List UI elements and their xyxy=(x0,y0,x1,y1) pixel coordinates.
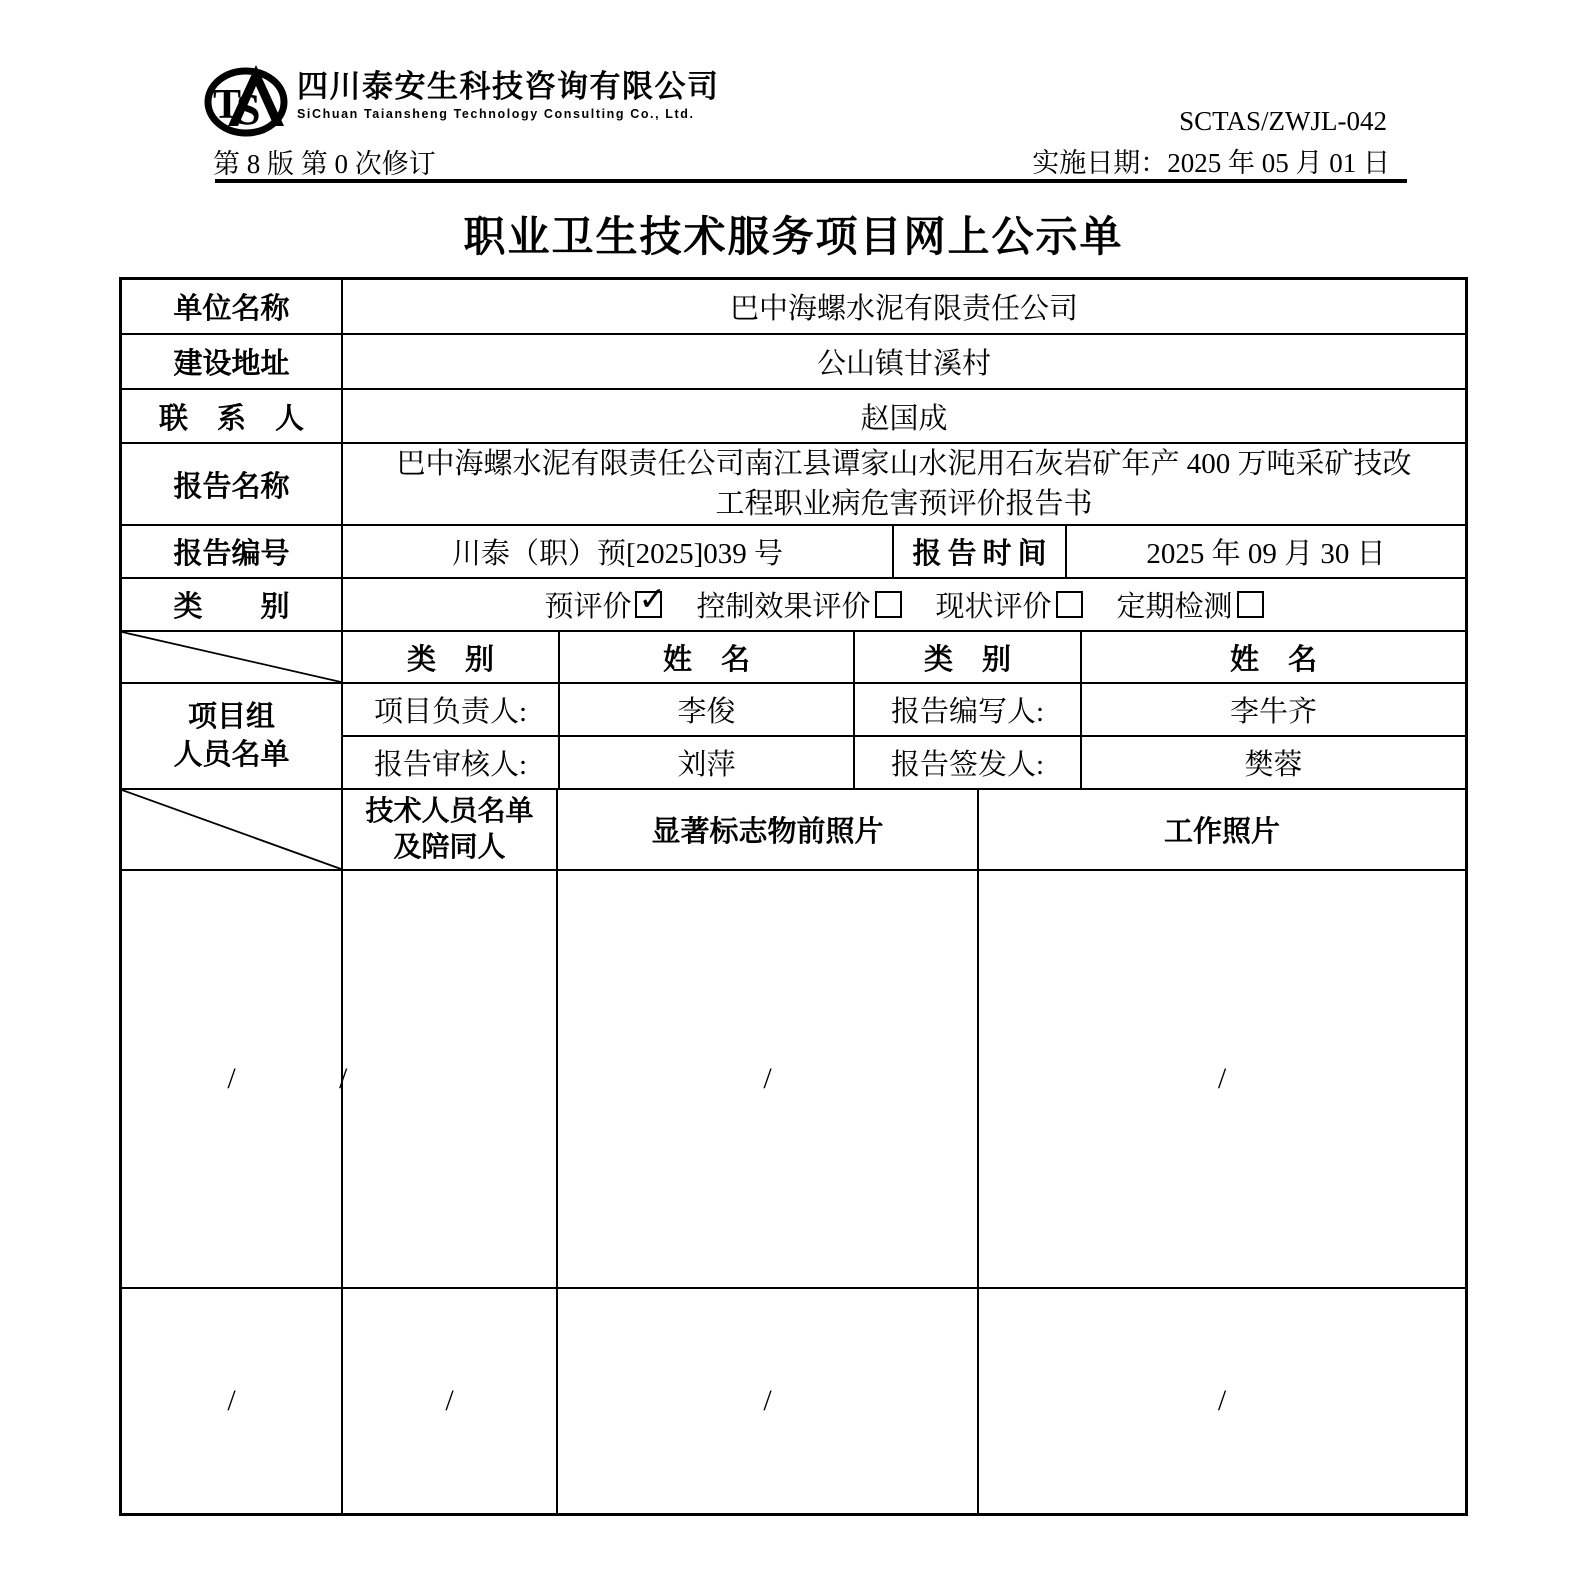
team-rows xyxy=(343,684,1465,788)
slash-placeholder: / xyxy=(1217,1062,1227,1095)
team-header-name-1: 姓 名 xyxy=(560,632,855,682)
photo-cell-empty xyxy=(979,871,1465,1287)
diagonal-line xyxy=(122,790,341,869)
table-row xyxy=(122,579,1465,632)
report-writer-name: 李牛齐 xyxy=(1229,696,1317,728)
contact-label: 联 系 人 xyxy=(122,390,343,442)
company-name-cn: 四川泰安生科技咨询有限公司 xyxy=(297,69,720,104)
checkbox-empty-icon xyxy=(875,591,902,618)
table-row xyxy=(122,390,1465,444)
slash-placeholder: / xyxy=(227,1384,236,1417)
team-header-name-2: 姓 名 xyxy=(1229,643,1317,676)
category-options xyxy=(343,579,1465,630)
report-reviewer-role: 报告审核人: xyxy=(343,737,560,788)
category-label: 类 别 xyxy=(122,579,343,630)
svg-text:T: T xyxy=(213,82,242,128)
report-name-line1: 巴中海螺水泥有限责任公司南江县谭家山水泥用石灰岩矿年产 400 万吨采矿技改 xyxy=(396,448,1412,480)
checkbox-checked-icon: ✓ xyxy=(635,591,662,618)
team-header-category-2: 类 别 xyxy=(855,632,1082,682)
table-row xyxy=(122,335,1465,390)
landmark-photo-header: 显著标志物前照片 xyxy=(558,790,979,869)
checkbox-empty-icon xyxy=(1056,591,1083,618)
slash-placeholder: / xyxy=(1217,1384,1227,1417)
table-row xyxy=(122,280,1465,335)
implementation-date: 实施日期：2025 年 05 月 01 日 xyxy=(1032,148,1390,178)
company-letterhead xyxy=(203,62,720,138)
address-value: 公山镇甘溪村 xyxy=(816,348,991,380)
table-row xyxy=(122,684,1465,790)
report-time-label: 报告时间 xyxy=(894,526,1067,577)
option-periodic-detection: 定期检测 xyxy=(1117,584,1264,625)
photo-cell-empty xyxy=(558,871,979,1287)
checkbox-empty-icon xyxy=(1237,591,1264,618)
report-signer-role: 报告签发人: xyxy=(855,737,1082,788)
work-photo-header: 工作照片 xyxy=(1163,816,1280,848)
slash-placeholder: / xyxy=(763,1062,772,1095)
project-leader-role: 项目负责人: xyxy=(343,684,560,735)
table-row xyxy=(122,790,1465,871)
report-name-value xyxy=(343,444,1465,524)
page-title: 职业卫生技术服务项目网上公示单 xyxy=(463,215,1124,261)
team-label: 项目组 人员名单 xyxy=(122,684,343,788)
unit-name-value: 巴中海螺水泥有限责任公司 xyxy=(729,293,1078,325)
table-row xyxy=(122,444,1465,526)
company-name-block xyxy=(297,70,720,121)
table-row xyxy=(122,632,1465,684)
diagonal-header-cell xyxy=(122,632,343,682)
photo-cell-empty xyxy=(122,871,343,1287)
table-row xyxy=(122,526,1465,579)
report-time-value: 2025 年 09 月 30 日 xyxy=(1146,538,1386,570)
version-revision-label: 第 8 版 第 0 次修订 xyxy=(213,149,436,179)
document-code: SCTAS/ZWJL-042 xyxy=(1179,106,1387,136)
option-pre-evaluation: 预评价 ✓ xyxy=(544,579,667,623)
svg-text:S: S xyxy=(236,85,261,134)
tech-staff-header: 技术人员名单 及陪同人 xyxy=(343,790,558,869)
team-header-category-1: 类 别 xyxy=(343,632,560,682)
diagonal-line xyxy=(122,632,341,682)
unit-name-label: 单位名称 xyxy=(122,280,343,333)
option-status-evaluation: 现状评价 xyxy=(936,584,1083,625)
photo-cell-empty xyxy=(122,1289,343,1513)
company-logo-icon xyxy=(203,62,289,138)
option-control-effect-evaluation: 控制效果评价 xyxy=(696,584,901,625)
table-row xyxy=(122,1289,1465,1513)
photo-cell-empty xyxy=(558,1289,979,1513)
report-no-label: 报告编号 xyxy=(122,526,343,577)
team-row-1 xyxy=(343,684,1465,737)
slash-placeholder: / xyxy=(763,1384,772,1417)
team-row-2 xyxy=(343,737,1465,788)
photo-cell-empty xyxy=(979,1289,1465,1513)
report-no-value: 川泰（职）预[2025]039 号 xyxy=(343,526,894,577)
address-label: 建设地址 xyxy=(122,335,343,388)
header-divider xyxy=(215,179,1407,183)
report-reviewer-name: 刘萍 xyxy=(560,737,855,788)
report-name-line2: 工程职业病危害预评价报告书 xyxy=(715,488,1093,520)
photo-cell-empty xyxy=(343,1289,558,1513)
project-leader-name: 李俊 xyxy=(560,684,855,735)
photo-cell-empty xyxy=(339,871,558,1287)
report-writer-role: 报告编写人: xyxy=(855,684,1082,735)
slash-placeholder: / xyxy=(339,1062,348,1095)
diagonal-header-cell xyxy=(122,790,343,869)
contact-value: 赵国成 xyxy=(860,402,948,435)
slash-placeholder: / xyxy=(227,1062,236,1095)
company-name-en: SiChuan Taiansheng Technology Consulting Co., Ltd. xyxy=(297,107,695,121)
report-name-label: 报告名称 xyxy=(122,444,343,524)
table-row xyxy=(122,871,1465,1289)
slash-placeholder: / xyxy=(445,1384,454,1417)
publicity-form-table xyxy=(119,277,1468,1516)
report-signer-name: 樊蓉 xyxy=(1244,749,1303,781)
